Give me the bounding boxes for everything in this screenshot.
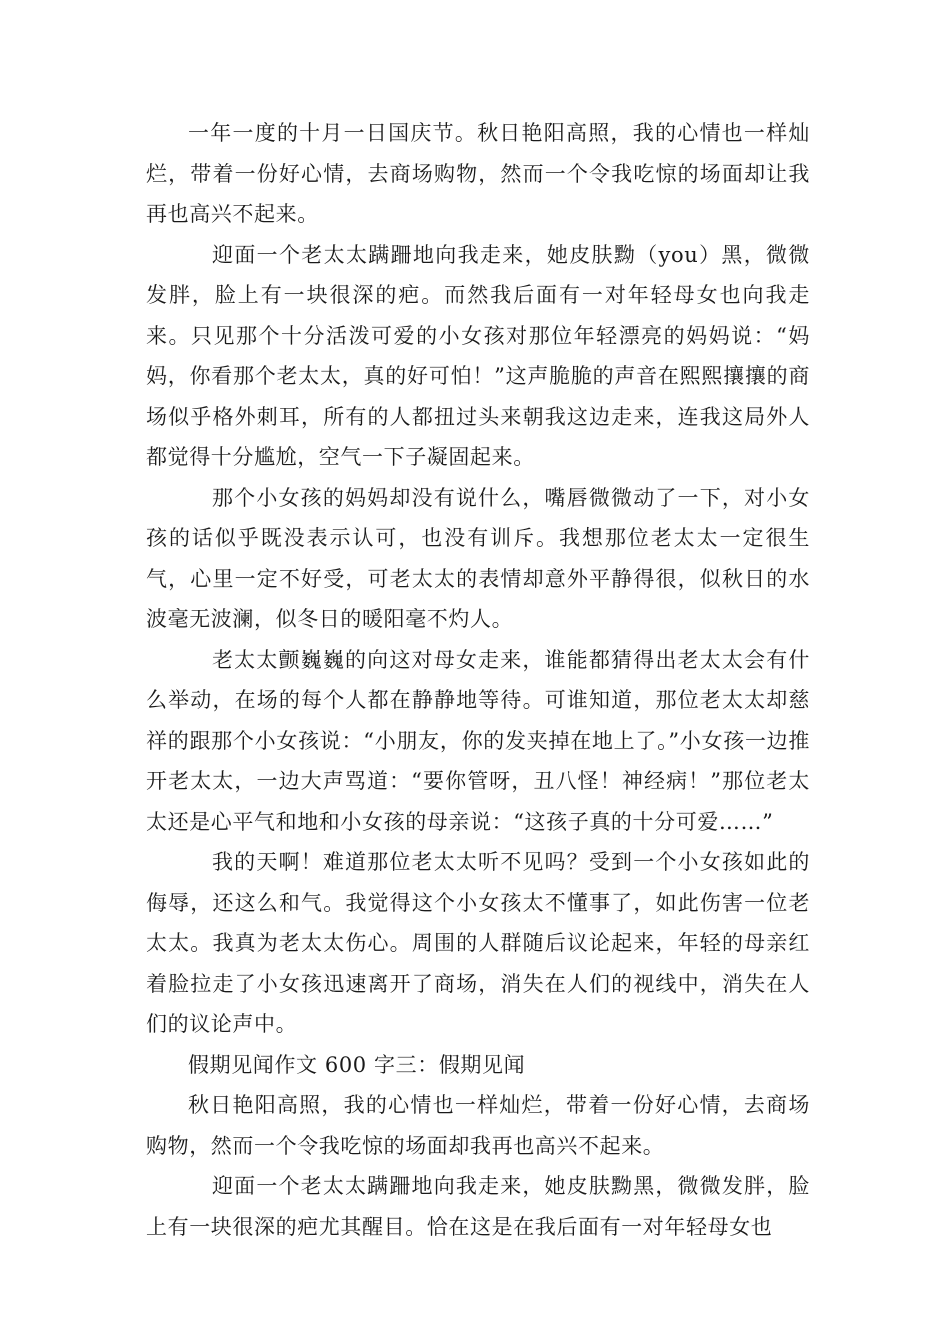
- paragraph-1: 一年一度的十月一日国庆节。秋日艳阳高照，我的心情也一样灿烂，带着一份好心情，去商场购物，然而一个令我吃惊的场面却让我再也高兴不起来。: [146, 121, 810, 226]
- paragraph-7: 迎面一个老太太蹒跚地向我走来，她皮肤黝黑，微微发胖，脸上有一块很深的疤尤其醒目。恰在这是在我后面有一对年轻母女也: [146, 1174, 810, 1239]
- paragraph-4: 老太太颤巍巍的向这对母女走来，谁能都猜得出老太太会有什么举动，在场的每个人都在静静地等待。可谁知道，那位老太太却慈祥的跟那个小女孩说：“小朋友，你的发夹掉在地上了。”小女孩一边推开老太太，一边大声骂道：“要你管呀，丑八怪！神经病！”那位老太太还是心平气和地和小女孩的母亲说：“这孩子真的十分可爱……”: [146, 647, 810, 834]
- paragraph-3: 那个小女孩的妈妈却没有说什么，嘴唇微微动了一下，对小女孩的话似乎既没表示认可，也没有训斥。我想那位老太太一定很生气，心里一定不好受，可老太太的表情却意外平静得很，似秋日的水波毫无波澜，似冬日的暖阳毫不灼人。: [146, 485, 810, 631]
- section-heading: 假期见闻作文 600 字三：假期见闻: [188, 1052, 526, 1077]
- paragraph-5: 我的天啊！难道那位老太太听不见吗？受到一个小女孩如此的侮辱，还这么和气。我觉得这个小女孩太不懂事了，如此伤害一位老太太。我真为老太太伤心。周围的人群随后议论起来，年轻的母亲红着脸拉走了小女孩迅速离开了商场，消失在人们的视线中，消失在人们的议论声中。: [146, 850, 810, 1036]
- paragraph-2: 迎面一个老太太蹒跚地向我走来，她皮肤黝（you）黑，微微发胖，脸上有一块很深的疤。而然我后面有一对年轻母女也向我走来。只见那个十分活泼可爱的小女孩对那位年轻漂亮的妈妈说：“妈妈，你看那个老太太，真的好可怕！”这声脆脆的声音在熙熙攘攘的商场似乎格外刺耳，所有的人都扭过头来朝我这边走来，连我这局外人都觉得十分尴尬，空气一下子凝固起来。: [146, 242, 810, 469]
- document-body: [146, 113, 810, 1247]
- paragraph-6: 秋日艳阳高照，我的心情也一样灿烂，带着一份好心情，去商场购物，然而一个令我吃惊的场面却我再也高兴不起来。: [146, 1093, 810, 1158]
